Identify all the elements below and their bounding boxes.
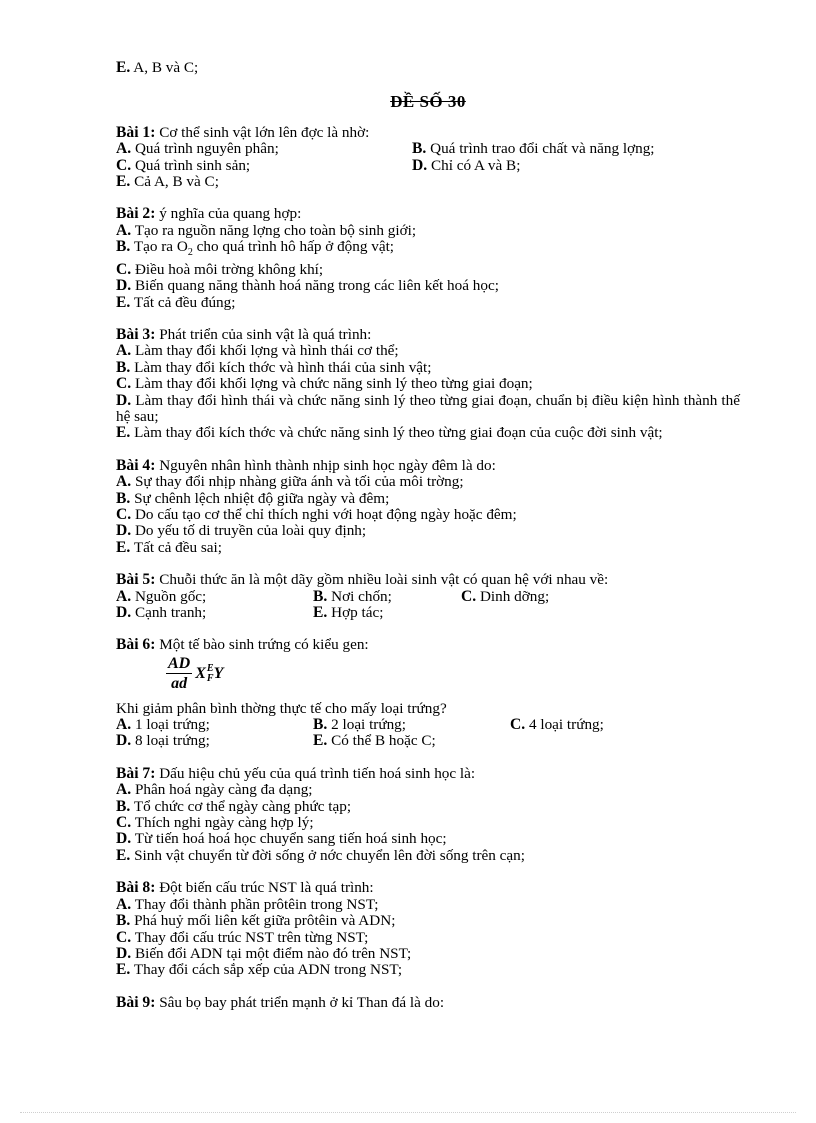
option-b: B. Làm thay đổi kích thớc và hình thái của sinh vật; <box>116 358 432 376</box>
option-d: D. Chỉ có A và B; <box>412 156 521 174</box>
option-b: B. Phá huỷ mối liên kết giữa prôtêin và ADN; <box>116 912 396 930</box>
question-stem: Bài 8: Đột biến cấu trúc NST là quá trình: <box>116 879 374 897</box>
question-stem: Bài 3: Phát triển của sinh vật là quá trình: <box>116 325 372 343</box>
option-d: D. Cạnh tranh; <box>116 604 207 621</box>
option-c: C. Thay đổi cấu trúc NST trên từng NST; <box>116 928 369 946</box>
question-6 <box>116 637 740 749</box>
question-stem: Bài 6: Một tế bào sinh trứng có kiểu gen: <box>116 636 369 654</box>
question-5 <box>116 572 740 621</box>
option-e: E. Cả A, B và C; <box>116 173 219 191</box>
option-d: D. Từ tiến hoá hoá học chuyển sang tiến hoá sinh học; <box>116 830 447 848</box>
option-c: C. Quá trình sinh sản; <box>116 156 251 174</box>
option-b: B. Nơi chốn; <box>313 587 392 605</box>
option-c: C. Do cấu tạo cơ thể chỉ thích nghi với hoạt động ngày hoặc đêm; <box>116 505 517 523</box>
question-8 <box>116 880 740 978</box>
question-3 <box>116 327 740 442</box>
option-e: E. Làm thay đổi kích thớc và chức năng sinh lý theo từng giai đoạn của cuộc đời sinh vật; <box>116 424 663 442</box>
genotype-sup-sub: E F <box>206 663 214 685</box>
option-c: C. Thích nghi ngày càng hợp lý; <box>116 814 314 832</box>
option-a: A. Quá trình nguyên phân; <box>116 140 279 158</box>
option-d: D. Làm thay đổi hình thái và chức năng sinh lý theo từng giai đoạn, chuẩn bị điều kiện hình thành thế hệ sau; <box>116 391 740 425</box>
option-c: C. Điều hoà môi trờng không khí; <box>116 260 324 278</box>
option-row <box>116 141 740 157</box>
option-d: D. Biến quang năng thành hoá năng trong các liên kết hoá học; <box>116 277 499 295</box>
option-a: A. Làm thay đổi khối lợng và hình thái cơ thể; <box>116 342 399 360</box>
option-row <box>116 589 740 605</box>
option-e: E. Hợp tác; <box>313 604 384 621</box>
page-bottom-divider <box>20 1112 796 1113</box>
carryover-option-e: E. A, B và C; <box>116 59 199 76</box>
option-a: A. Sự thay đổi nhịp nhàng giữa ánh và tối của môi trờng; <box>116 473 464 491</box>
option-a: A. Phân hoá ngày càng đa dạng; <box>116 781 313 799</box>
option-a: A. Tạo ra nguồn năng lợng cho toàn bộ sinh giới; <box>116 221 417 239</box>
page-title: ĐỀ SỐ 30 <box>390 92 466 112</box>
question-1 <box>116 125 740 191</box>
document-page <box>116 60 740 1027</box>
question-stem: Bài 4: Nguyên nhân hình thành nhịp sinh học ngày đêm là do: <box>116 456 496 474</box>
question-stem: Bài 9: Sâu bọ bay phát triển mạnh ở kỉ Than đá là do: <box>116 993 445 1011</box>
question-9 <box>116 995 740 1011</box>
genotype-formula: $\frac{AD}{ad}$ X E F Y <box>168 654 224 693</box>
option-a: A. 1 loại trứng; <box>116 716 210 734</box>
option-e: E. Sinh vật chuyển từ đời sống ở nớc chuyển lên đời sống trên cạn; <box>116 846 525 864</box>
question-stem: Bài 1: Cơ thể sinh vật lớn lên đợc là nhờ: <box>116 123 370 141</box>
option-b: B. Sự chênh lệch nhiệt độ giữa ngày và đêm; <box>116 489 390 507</box>
option-row <box>116 733 740 749</box>
option-b: B. 2 loại trứng; <box>313 716 406 734</box>
option-c: C. Dinh dỡng; <box>461 587 550 605</box>
genotype-fraction: $\frac{AD}{ad}$ <box>168 654 191 693</box>
option-d: D. 8 loại trứng; <box>116 732 210 750</box>
question-4 <box>116 458 740 556</box>
question-stem: Bài 5: Chuỗi thức ăn là một dãy gồm nhiều loài sinh vật có quan hệ với nhau về: <box>116 571 609 589</box>
option-a: A. Thay đổi thành phần prôtêin trong NST; <box>116 895 379 913</box>
question-subprompt: Khi giảm phân bình thờng thực tế cho mấy loại trứng? <box>116 699 447 717</box>
option-c: C. 4 loại trứng; <box>510 716 604 734</box>
question-7 <box>116 766 740 864</box>
question-2 <box>116 206 740 310</box>
option-e: E. Thay đổi cách sắp xếp của ADN trong NST; <box>116 961 403 979</box>
question-stem: Bài 2: ý nghĩa của quang hợp: <box>116 205 302 223</box>
option-d: D. Biến đổi ADN tại một điểm nào đó trên NST; <box>116 944 412 962</box>
option-e: E. Tất cả đều đúng; <box>116 293 236 311</box>
question-stem: Bài 7: Dấu hiệu chủ yếu của quá trình tiến hoá sinh học là: <box>116 764 476 782</box>
option-row <box>116 605 740 621</box>
option-row <box>116 717 740 733</box>
option-e: E. Có thể B hoặc C; <box>313 732 436 750</box>
option-b: B. Tổ chức cơ thể ngày càng phức tạp; <box>116 797 352 815</box>
option-b: B. Tạo ra $O_2$ cho quá trình hô hấp ở động vật; <box>116 238 395 259</box>
option-row <box>116 158 740 174</box>
option-a: A. Nguồn gốc; <box>116 587 207 605</box>
option-c: C. Làm thay đổi khối lợng và chức năng sinh lý theo từng giai đoạn; <box>116 375 533 393</box>
option-e: E. Tất cả đều sai; <box>116 538 222 556</box>
option-b: B. Quá trình trao đổi chất và năng lợng; <box>412 140 655 158</box>
option-d: D. Do yếu tố di truyền của loài quy định; <box>116 522 367 540</box>
